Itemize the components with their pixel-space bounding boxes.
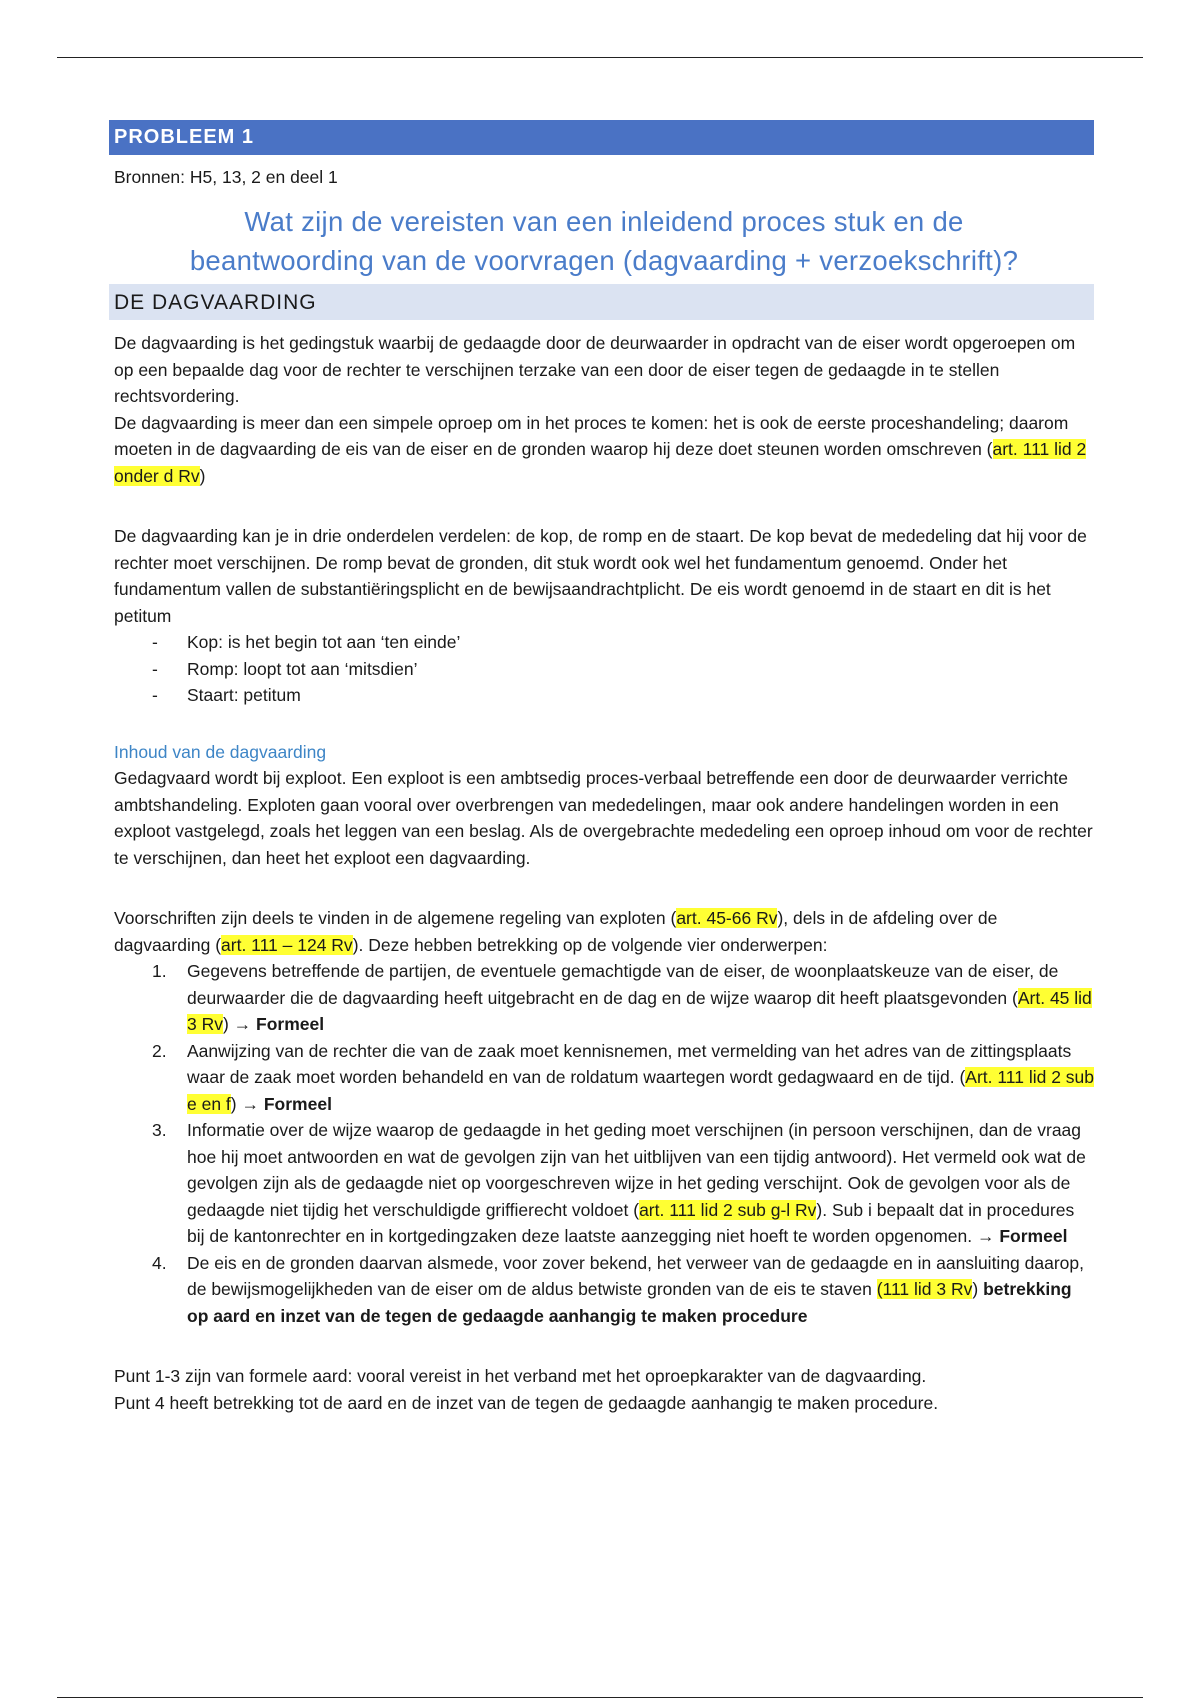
paragraph-procedural-act: De dagvaarding is meer dan een simpele oproep om in het proces te komen: het is ook de eerste proceshandeling; daarom moeten in de dagvaarding de eis van de eiser en de gronden waarop hij deze doet steunen worden omschreven (art. 111 lid 2 onder d Rv) <box>114 412 1087 486</box>
list-item: 1. Gegevens betreffende de partijen, de eventuele gemachtigde van de eiser, de woonplaatskeuze van de eiser, de deurwaarder die de dagvaarding heeft uitgebracht en de dag en de wijze waarop dit heeft plaatsgevonden (Art. 45 lid 3 Rv) → Formeel <box>152 961 1092 1034</box>
list-item: 4. De eis en de gronden daarvan alsmede, voor zover bekend, het verweer van de gedaagde en in aansluiting daarop, de bewijsmogelijkheden van de eiser om de aldus betwiste gronden van de eis te staven (111 lid 3 Rv) betrekking op aard en inzet van de tegen de gedaagde aanhangig te maken procedure <box>152 1252 1084 1326</box>
question-line-1: Wat zijn de vereisten van een inleidend proces stuk en de <box>244 206 964 237</box>
legal-reference-highlight: art. 45-66 Rv <box>676 908 778 928</box>
top-rule <box>57 57 1143 58</box>
legal-reference-highlight: art. 111 lid 2 onder d Rv <box>114 439 1087 486</box>
bottom-rule <box>57 1697 1143 1698</box>
list-item: 3. Informatie over de wijze waarop de gedaagde in het geding moet verschijnen (in persoon verschijnen, dan de vraag hoe hij moet antwoorden en wat de gevolgen zijn van het uitblijven van een tijdig antwoord). Het vermeld ook wat de gevolgen zijn als de gedaagde niet op voorgeschreven wijze in het geding verschijnt. Ook de gevolgen voor als de gedaagde niet tijdig het verschuldigde griffierecht voldoet (art. 111 lid 2 sub g-l Rv). Sub i bepaalt dat in procedures bij de kantonrechter en in kortgedingzaken deze laatste aanzegging niet hoeft te worden opgenomen. → Formeel <box>152 1120 1086 1246</box>
section-heading-band <box>109 284 1094 320</box>
sources-line: Bronnen: H5, 13, 2 en deel 1 <box>114 167 338 187</box>
question-line-2: beantwoording van de voorvragen (dagvaarding + verzoekschrift)? <box>189 244 1019 276</box>
problem-header-band <box>109 120 1094 155</box>
list-item: - Romp: loopt tot aan ‘mitsdien’ <box>152 658 418 679</box>
legal-reference-highlight: Art. 45 lid 3 Rv <box>187 987 1092 1034</box>
problem-header: PROBLEEM 1 <box>114 126 255 148</box>
legal-reference-highlight: Art. 111 lid 2 sub e en f <box>187 1067 1095 1114</box>
paragraph-exploot: Gedagvaard wordt bij exploot. Een exploot is een ambtsedig proces-verbaal betreffende een door de deurwaarder verrichte ambtshandeling. Exploten gaan vooral over overbrengen van mededelingen, maar ook andere handelingen worden in een exploot vastgelegd, zoals het leggen van een beslag. Als de overgebrachte mededeling een oproep inhoud om voor de rechter te verschijnen, dan heet het exploot een dagvaarding. <box>114 768 1093 868</box>
legal-reference-highlight: art. 111 lid 2 sub g-l Rv <box>639 1199 817 1220</box>
paragraph-parts: De dagvaarding kan je in drie onderdelen verdelen: de kop, de romp en de staart. De kop bevat de mededeling dat hij voor de rechter moet verschijnen. De romp bevat de gronden, dit stuk wordt ook wel het fundamentum genoemd. Onder het fundamentum vallen de substantiëringsplicht en de bewijsaandrachtplicht. De eis wordt genoemd in de staart en dit is het petitum <box>114 526 1087 626</box>
section-heading: DE DAGVAARDING <box>114 291 317 314</box>
paragraph-summary-substantive: Punt 4 heeft betrekking tot de aard en de inzet van de tegen de gedaagde aanhangig te maken procedure. <box>114 1392 939 1413</box>
legal-reference-highlight: art. 111 – 124 Rv <box>221 934 353 955</box>
list-item: 2. Aanwijzing van de rechter die van de zaak moet kennisnemen, met vermelding van het adres van de zittingsplaats waar de zaak moet worden behandeld en van de roldatum waartegen wordt gedagwaard en de tijd. (Art. 111 lid 2 sub e en f) → Formeel <box>152 1040 1095 1114</box>
subheading: Inhoud van de dagvaarding <box>114 741 327 762</box>
list-item: - Kop: is het begin tot aan ‘ten einde’ <box>152 632 461 652</box>
parts-list <box>114 629 1094 709</box>
paragraph-summary-formal: Punt 1-3 zijn van formele aard: vooral vereist in het verband met het oproepkarakter van de dagvaarding. <box>114 1366 927 1386</box>
requirements-list <box>114 958 1094 1329</box>
legal-reference-highlight: (111 lid 3 Rv <box>876 1279 973 1299</box>
question-title <box>114 203 1094 280</box>
paragraph-definition: De dagvaarding is het gedingstuk waarbij de gedaagde door de deurwaarder in opdracht van de eiser wordt opgeroepen om op een bepaalde dag voor de rechter te verschijnen terzake van een door de eiser tegen de gedaagde in te stellen rechtsvordering. <box>114 333 1076 406</box>
paragraph-regulations: Voorschriften zijn deels te vinden in de algemene regeling van exploten (art. 45-66 Rv), dels in de afdeling over de dagvaarding (art. 111 – 124 Rv). Deze hebben betrekking op de volgende vier onderwerpen: <box>114 908 998 955</box>
list-item: - Staart: petitum <box>152 685 301 705</box>
document-body <box>114 120 1094 1416</box>
